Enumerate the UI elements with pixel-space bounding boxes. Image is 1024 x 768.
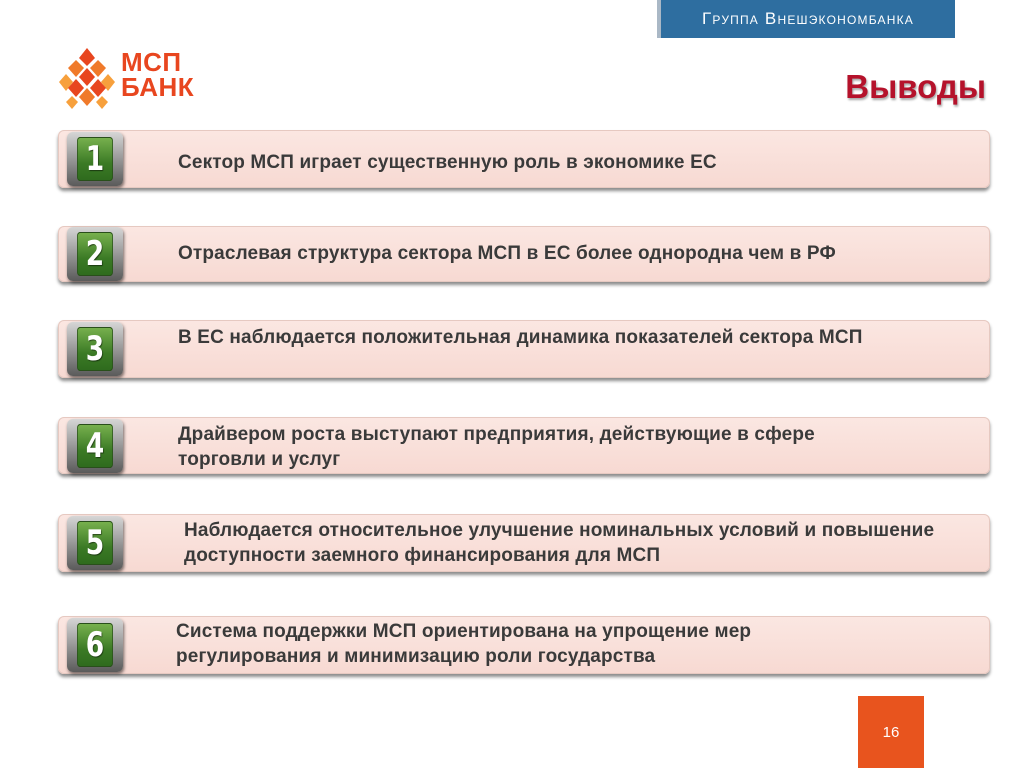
conclusion-item-2 [58, 226, 990, 282]
item-text: Драйвером роста выступают предприятия, действующие в сфере торговли и услуг [178, 424, 815, 470]
item-text: Наблюдается относительное улучшение номинальных условий и повышение доступности заемного финансирования для МСП [184, 520, 935, 566]
page-number [858, 696, 924, 768]
group-banner [657, 0, 955, 38]
item-text: Сектор МСП играет существенную роль в экономике ЕС [178, 152, 717, 173]
logo-line-1: МСП [121, 47, 182, 77]
item-text: Система поддержки МСП ориентирована на упрощение мер регулирования и минимизацию роли государства [176, 621, 752, 667]
conclusion-item-1 [58, 130, 990, 188]
number-badge [67, 227, 123, 281]
group-label: Группа Внешэкономбанка [701, 9, 915, 28]
logo-wordmark [121, 47, 195, 102]
number-badge-label: 6 [77, 623, 113, 667]
number-badge-label: 3 [77, 327, 113, 371]
conclusion-item-6 [58, 616, 990, 674]
pinecone-logo-icon [58, 46, 116, 112]
number-badge-label: 2 [77, 232, 113, 276]
slide-title: Выводы [845, 68, 986, 105]
number-badge [67, 516, 123, 570]
msp-bank-logo [58, 46, 208, 112]
number-badge [67, 132, 123, 186]
item-text: Отраслевая структура сектора МСП в ЕС более однородна чем в РФ [178, 243, 836, 264]
logo-line-2: БАНК [121, 72, 195, 102]
conclusion-item-3 [58, 320, 990, 378]
conclusion-item-4 [58, 417, 990, 474]
number-badge-label: 4 [77, 424, 113, 468]
number-badge [67, 419, 123, 473]
page-number-label: 16 [882, 723, 900, 741]
number-badge [67, 618, 123, 672]
item-text: В ЕС наблюдается положительная динамика показателей сектора МСП [178, 327, 863, 348]
number-badge-label: 1 [77, 137, 113, 181]
conclusion-item-5 [58, 514, 990, 572]
number-badge-label: 5 [77, 521, 113, 565]
number-badge [67, 322, 123, 376]
